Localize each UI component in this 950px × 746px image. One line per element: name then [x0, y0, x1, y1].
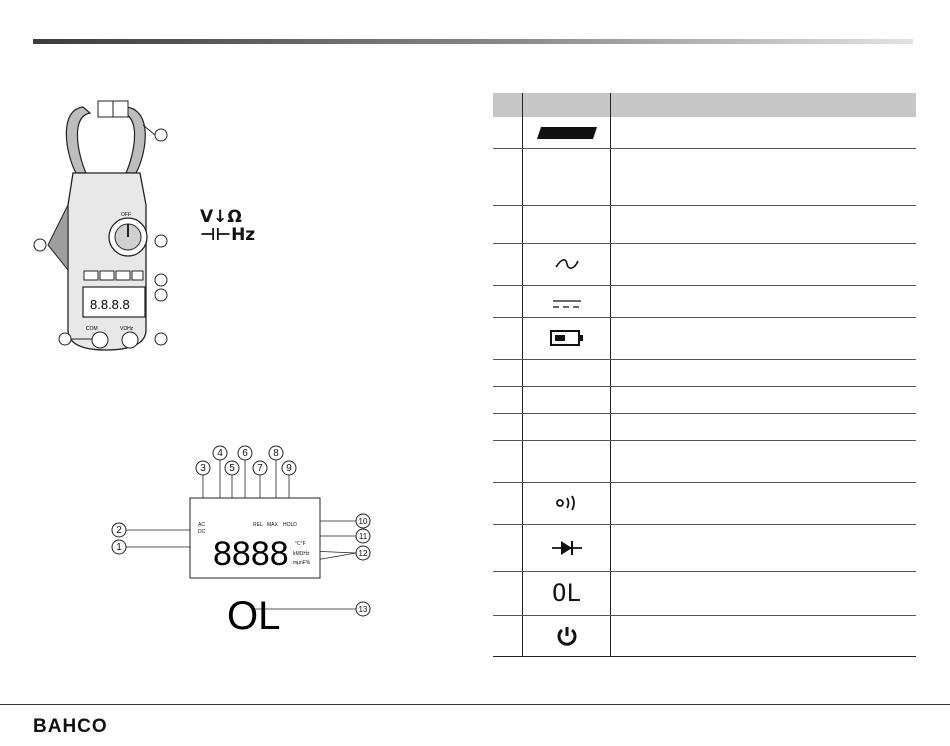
ac-wave-icon [552, 254, 582, 274]
table-row [523, 482, 610, 524]
dc-line-icon [551, 291, 583, 311]
callout-12: 12 [358, 549, 368, 558]
footer-rule [0, 704, 950, 705]
callout-11: 11 [358, 532, 368, 541]
table-row [523, 524, 610, 571]
function-label-line2: ⊣⊢Hz [200, 225, 256, 245]
lcd-diagram [105, 443, 385, 633]
knob-label: OFF [121, 212, 131, 218]
table-row [523, 117, 610, 148]
meter-digits: 8.8.8.8 [90, 297, 130, 312]
terminal-com: COM [86, 326, 98, 332]
callout-3: 3 [200, 463, 206, 474]
table-header [493, 93, 916, 117]
lcd-label-rel: REL [253, 522, 263, 528]
continuity-icon [555, 493, 579, 513]
callout-4: 4 [217, 448, 223, 459]
table-row [523, 285, 610, 317]
lcd-label-temp: °C°F [295, 541, 306, 547]
header-bar [33, 39, 913, 44]
battery-icon [549, 328, 585, 348]
lcd-label-hold: HOLD [283, 522, 297, 528]
callout-1: 1 [116, 542, 122, 553]
lcd-label-max: MAX [267, 522, 278, 528]
symbol-table [493, 93, 916, 657]
callout-5: 5 [229, 463, 235, 474]
diode-icon [552, 538, 582, 558]
lcd-label-ac: AC [198, 522, 205, 528]
lcd-label-dc: DC [198, 529, 206, 535]
function-label [200, 208, 255, 244]
ol-icon: OL [552, 579, 581, 607]
function-label-line1: V↓Ω [200, 207, 242, 227]
callout-13: 13 [358, 605, 368, 614]
clamp-meter-illustration [28, 95, 178, 360]
lcd-ol: OL [227, 594, 281, 633]
lcd-label-units2: mμnF% [293, 560, 311, 566]
table-row [523, 615, 610, 656]
auto-power-off-icon [555, 624, 579, 648]
callout-2: 2 [116, 525, 122, 536]
brand-logo: BAHCO [33, 716, 108, 737]
lcd-label-units: kMΩHz [293, 551, 310, 557]
callout-7: 7 [257, 463, 263, 474]
lcd-digits: 8888 [213, 535, 289, 573]
callout-9: 9 [286, 463, 292, 474]
terminal-v: VΩHz [120, 326, 134, 332]
callout-8: 8 [273, 448, 279, 459]
callout-6: 6 [242, 448, 248, 459]
black-bar-icon [537, 127, 597, 139]
callout-10: 10 [358, 517, 368, 526]
table-row [523, 243, 610, 285]
table-row [523, 317, 610, 359]
